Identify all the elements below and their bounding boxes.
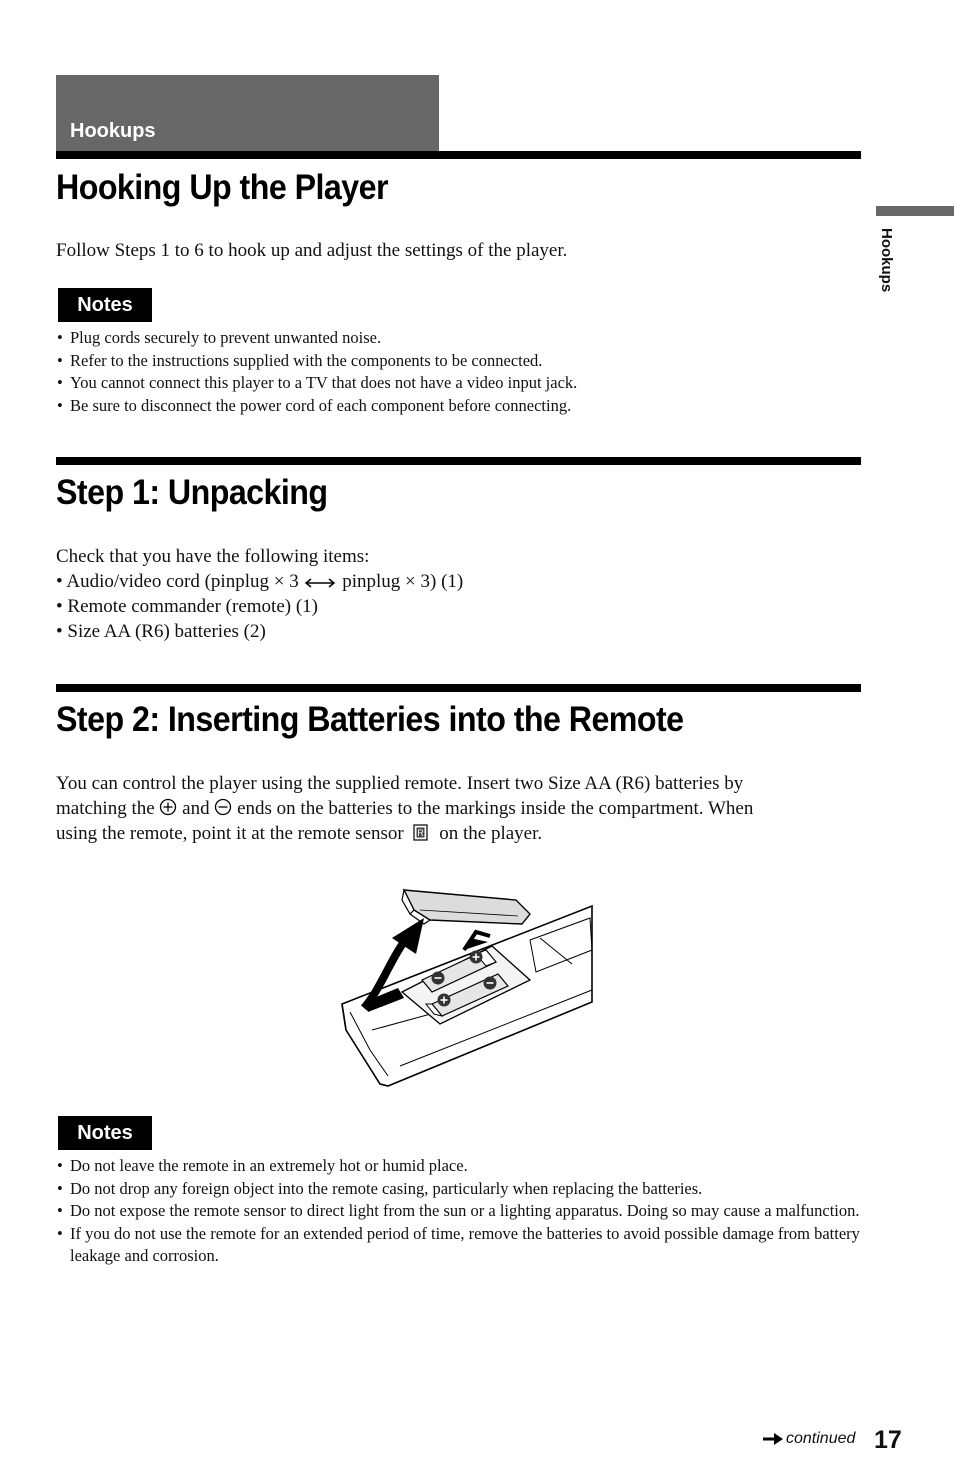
item-text-a: • Audio/video cord (pinplug × 3 <box>56 571 299 592</box>
step2-rule <box>56 684 861 692</box>
text-span: ends on the batteries to the markings inside the compartment. When <box>237 798 754 819</box>
continued-arrow-icon <box>762 1432 784 1446</box>
text-span: on the player. <box>439 823 543 844</box>
note-item: • Plug cords securely to prevent unwanted noise. <box>56 327 862 350</box>
step1-rule <box>56 457 861 465</box>
continued-label: continued <box>786 1430 856 1447</box>
double-arrow-icon <box>303 577 337 589</box>
remote-sensor-icon <box>408 823 434 841</box>
step2-line3 <box>56 821 862 846</box>
title-rule <box>56 151 861 159</box>
section-tab-label: Hookups <box>70 120 156 142</box>
remote-battery-illustration <box>340 880 600 1090</box>
step2-title: Step 2: Inserting Batteries into the Remote <box>56 700 684 739</box>
item-text-b: pinplug × 3) (1) <box>342 571 464 592</box>
note-item: • Refer to the instructions supplied with the components to be connected. <box>56 350 862 373</box>
notes-badge: Notes <box>58 1116 152 1150</box>
list-item: • Size AA (R6) batteries (2) <box>56 621 266 642</box>
plus-circle-icon <box>159 798 177 816</box>
text-span: and <box>182 798 210 819</box>
step2-paragraph <box>56 771 862 846</box>
note-item: • You cannot connect this player to a TV that does not have a video input jack. <box>56 372 862 395</box>
note-item: • Be sure to disconnect the power cord of each component before connecting. <box>56 395 862 418</box>
list-item: • Remote commander (remote) (1) <box>56 596 318 617</box>
note-item: • If you do not use the remote for an extended period of time, remove the batteries to avoid possible damage from battery leakage and corrosion. <box>56 1223 862 1268</box>
continued-note <box>762 1430 855 1448</box>
items-list <box>56 569 463 644</box>
notes-badge: Notes <box>58 288 152 322</box>
page-number: 17 <box>874 1426 902 1454</box>
minus-circle-icon <box>214 798 232 816</box>
side-tab-label: Hookups <box>878 228 895 293</box>
note-item: • Do not expose the remote sensor to direct light from the sun or a lighting apparatus. Doing so may cause a malfunction. <box>56 1200 862 1223</box>
intro-text: Follow Steps 1 to 6 to hook up and adjust the settings of the player. <box>56 240 568 261</box>
notes-list <box>56 327 862 417</box>
section-tab <box>56 75 439 152</box>
svg-text:R: R <box>417 828 425 838</box>
step2-line2 <box>56 796 862 821</box>
note-item: • Do not drop any foreign object into the remote casing, particularly when replacing the batteries. <box>56 1178 862 1201</box>
step1-intro: Check that you have the following items: <box>56 546 370 567</box>
side-tab-bar <box>876 206 954 216</box>
page-title: Hooking Up the Player <box>56 168 388 207</box>
text-span: matching the <box>56 798 155 819</box>
text-span: using the remote, point it at the remote sensor <box>56 823 404 844</box>
notes-list <box>56 1155 862 1268</box>
list-item <box>56 569 463 594</box>
step2-line1: You can control the player using the supplied remote. Insert two Size AA (R6) batteries by <box>56 773 744 794</box>
step1-title: Step 1: Unpacking <box>56 473 328 512</box>
note-item: • Do not leave the remote in an extremely hot or humid place. <box>56 1155 862 1178</box>
